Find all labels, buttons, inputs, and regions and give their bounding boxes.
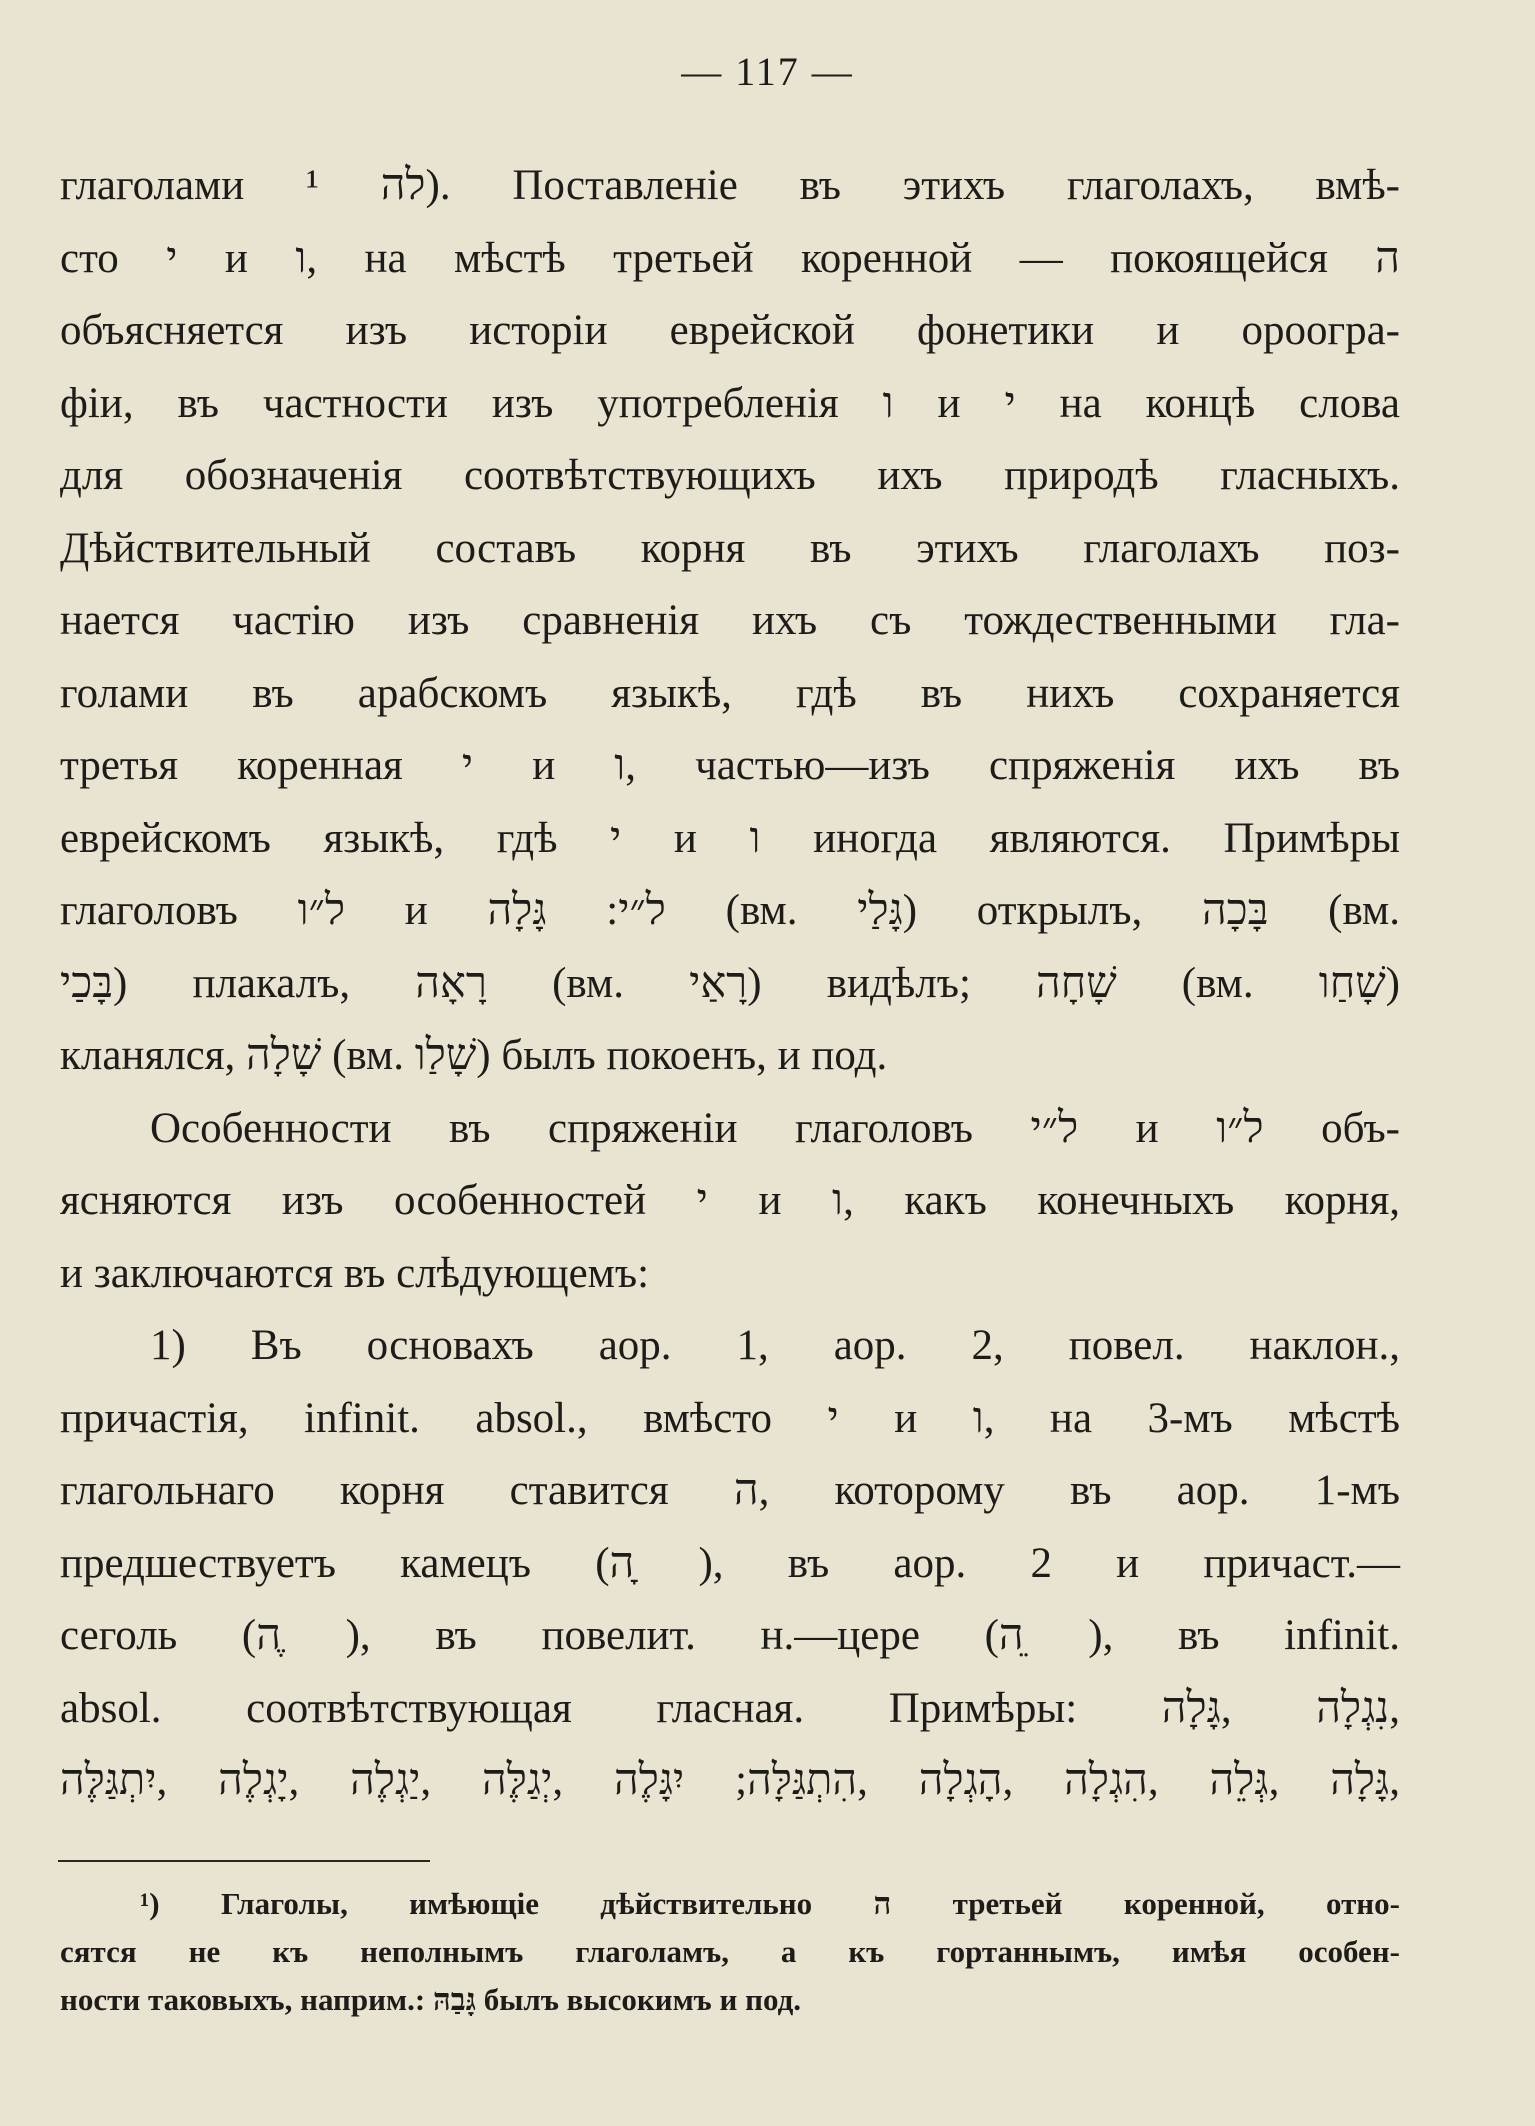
footnote-divider <box>58 1860 430 1862</box>
text-line: причастія, infinit. absol., вмѣсто י и ו, на 3-мъ мѣстѣ <box>60 1394 1400 1442</box>
text-line: предшествуетъ камецъ (ה ָ), въ аор. 2 и причаст.— <box>60 1539 1400 1587</box>
text-line: בָּכַי) плакалъ, רָאָה (вм. רָאַי) видѣлъ; שָׁחָה (вм. שָׁחַו) <box>60 959 1400 1007</box>
text-line: Дѣйствительный составъ корня въ этихъ глаголахъ поз- <box>60 524 1400 572</box>
text-line: absol. соотвѣтствующая гласная. Примѣры: נִגְלָה ,גָּלָה, <box>60 1684 1400 1732</box>
text-line: глаголовъ ל״ו и ל״י: גָּלָה (вм. גָּלַי) открылъ, בָּכָה (вм. <box>60 887 1400 934</box>
footnote-line: сятся не къ неполнымъ глаголамъ, а къ гортаннымъ, имѣя особен- <box>60 1934 1400 1969</box>
text-line: сеголь (ה ֶ), въ повелит. н.—цере (ה ֵ), въ infinit. <box>60 1612 1400 1659</box>
footnotes <box>60 1880 1400 2024</box>
text-line: и заключаются въ слѣдующемъ: <box>60 1249 650 1297</box>
text-line: глагольнаго корня ставится ה, которому въ аор. 1-мъ <box>60 1467 1400 1514</box>
text-line: объясняется изъ исторіи еврейской фонетики и ороогра- <box>60 307 1400 354</box>
text-line: еврейскомъ языкѣ, гдѣ י и ו иногда являются. Примѣры <box>60 814 1401 862</box>
text-line: нается частію изъ сравненія ихъ съ тождественными гла- <box>60 597 1400 644</box>
text-line: глаголами לה ¹). Поставленіе въ этихъ глаголахъ, вмѣ- <box>60 162 1400 209</box>
footnote-line: ¹) Глаголы, имѣющіе дѣйствительно ה третьей коренной, отно- <box>140 1886 1400 1921</box>
text-line: голами въ арабскомъ языкѣ, гдѣ въ нихъ сохраняется <box>60 669 1400 717</box>
hebrew-examples-line: גָּלָה ,גְּלֵה ,הִגְלָה ,הָגְלָה ,הִתְגַּלָּה; יִגָּלֶה ,יְגַלֶּה ,יַגְלֶה ,יָגְלֶה ,יִתְגַּלֶּה, <box>60 1757 1400 1804</box>
text-line: ясняются изъ особенностей י и ו, какъ конечныхъ корня, <box>60 1177 1401 1224</box>
paragraph-start-line: Особенности въ спряженіи глаголовъ ל״י и ל״ו объ- <box>150 1104 1400 1152</box>
text-line: для обозначенія соотвѣтствующихъ ихъ природѣ гласныхъ. <box>60 452 1400 499</box>
main-text <box>60 150 1400 1818</box>
page-number: — 117 — <box>681 49 854 94</box>
text-line: третья коренная י и ו, частью—изъ спряженія ихъ въ <box>60 742 1400 789</box>
footnote-line: ности таковыхъ, наприм.: גָּבַהּ былъ высокимъ и под. <box>60 1982 802 2017</box>
text-line: кланялся, שָׁלָה (вм. שָׁלַו) былъ покоенъ, и под. <box>60 1032 888 1079</box>
text-line: сто י и ו, на мѣстѣ третьей коренной — покоящейся ה <box>60 234 1400 282</box>
text-line: фіи, въ частности изъ употребленія ו и י на концѣ слова <box>60 379 1401 427</box>
numbered-item-line: 1) Въ основахъ аор. 1, аор. 2, повел. наклон., <box>150 1322 1400 1369</box>
